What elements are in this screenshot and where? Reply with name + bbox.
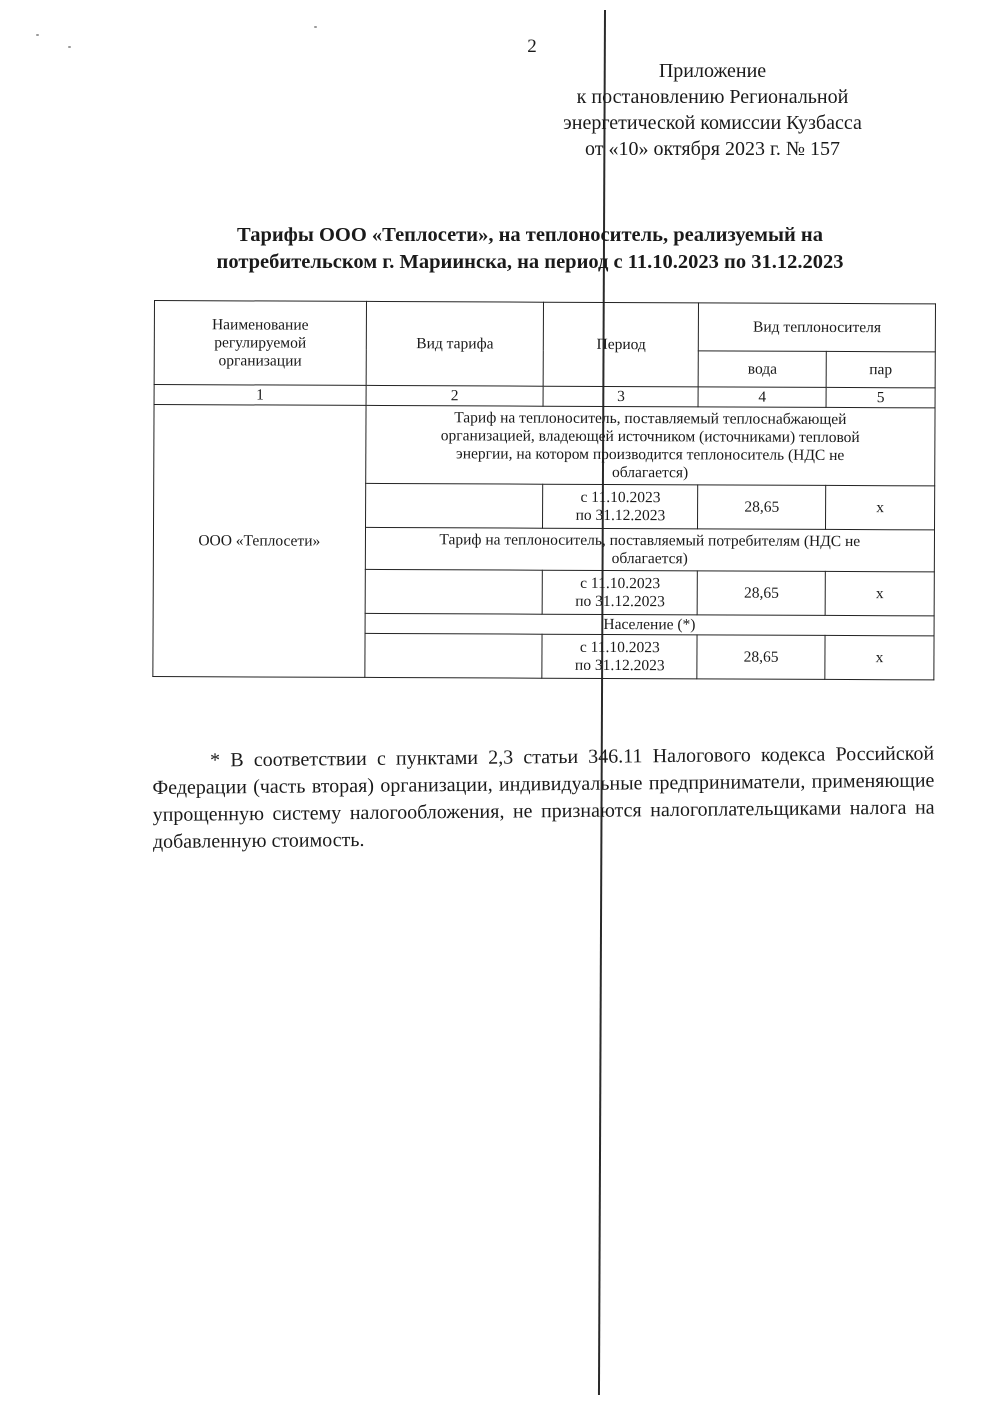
column-number: 1	[154, 385, 366, 406]
section-heading-line: энергии, на котором производится теплоноситель (НДС не	[456, 444, 845, 464]
header-org-line: организации	[218, 351, 302, 370]
header-org-line: регулируемой	[214, 333, 307, 352]
title-line: потребительском г. Мариинска, на период с 11.10.2023 по 31.12.2023	[216, 251, 844, 273]
section-heading-row	[154, 405, 935, 486]
section-heading-line: облагается)	[612, 463, 689, 481]
appendix-line: от «10» октября 2023 г. № 157	[584, 138, 840, 160]
header-steam: пар	[826, 351, 935, 387]
header-tariff-type: Вид тарифа	[366, 301, 544, 386]
steam-value: х	[826, 485, 935, 529]
water-value: 28,65	[698, 485, 826, 530]
steam-value: х	[825, 571, 934, 615]
period-to: по 31.12.2023	[574, 656, 665, 674]
period-from: с 11.10.2023	[580, 488, 661, 506]
header-water: вода	[698, 351, 826, 388]
document-title	[150, 222, 910, 276]
appendix-heading	[540, 58, 885, 162]
header-row	[154, 301, 935, 352]
scan-speck	[314, 26, 317, 28]
scan-speck	[36, 34, 39, 36]
header-org-line: Наименование	[211, 315, 309, 334]
footnote: * В соответствии с пунктами 2,3 статьи 346.11 Налогового кодекса Российской Федерации (часть вторая) организации, индивидуальные предприниматели, применяющие упрощенную систему налогообложения, не признаются налогоплательщиками налога на добавленную стоимость.	[152, 742, 935, 853]
tariff-table	[152, 300, 936, 680]
organization-name: ООО «Теплосети»	[153, 405, 366, 678]
header-period: Период	[544, 302, 699, 387]
column-number: 3	[544, 386, 699, 407]
section-heading: Население (*)	[365, 613, 934, 635]
column-number: 5	[826, 387, 935, 407]
water-value: 28,65	[697, 571, 825, 616]
steam-value: х	[825, 635, 934, 679]
scan-artifact-line	[598, 10, 606, 1395]
section-heading-line: организацией, владеющей источником (источниками) тепловой	[440, 426, 860, 446]
appendix-line: к постановлению Региональной	[576, 86, 849, 108]
tariff-type-cell	[365, 569, 543, 614]
tariff-type-cell	[365, 483, 543, 528]
section-heading	[365, 405, 935, 485]
page-number: 2	[527, 36, 537, 57]
period-cell	[542, 634, 697, 679]
period-cell	[543, 484, 698, 529]
section-heading	[365, 527, 934, 571]
appendix-line: Приложение	[658, 60, 767, 82]
header-carrier: Вид теплоносителя	[699, 303, 936, 352]
header-organization	[154, 301, 366, 386]
scan-speck	[68, 46, 71, 48]
column-number: 4	[698, 387, 826, 408]
section-heading-line: облагается)	[611, 549, 688, 567]
period-from: с 11.10.2023	[579, 638, 660, 656]
period-to: по 31.12.2023	[575, 592, 665, 610]
column-number: 2	[366, 385, 544, 406]
title-line: Тарифы ООО «Теплосети», на теплоноситель, реализуемый на	[237, 224, 823, 246]
period-from: с 11.10.2023	[580, 574, 661, 592]
section-heading-line: Тариф на теплоноситель, поставляемый потребителям (НДС не	[439, 530, 861, 550]
appendix-line: энергетической комиссии Кузбасса	[563, 112, 862, 134]
period-to: по 31.12.2023	[575, 506, 666, 524]
period-cell	[543, 570, 698, 615]
water-value: 28,65	[697, 635, 825, 680]
tariff-type-cell	[365, 633, 543, 678]
section-heading-line: Тариф на теплоноситель, поставляемый теплоснабжающей	[454, 408, 847, 428]
